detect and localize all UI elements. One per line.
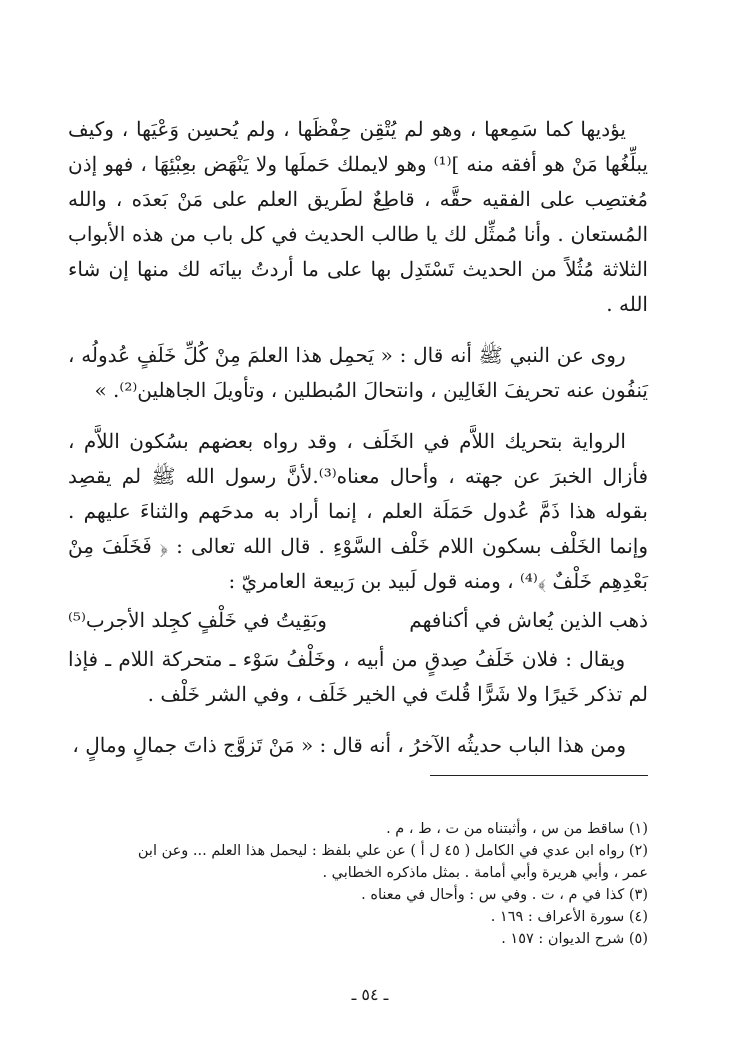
paragraph-gap xyxy=(68,322,648,338)
text-line: يؤديها كما سَمِعها ، وهو لم يُتْقِن حِفْظَها ، ولم يُحسِن وَعْيَها ، وكيف يبلِّغُها مَنْ xyxy=(68,117,648,176)
text-line: الرواية بتحريك اللاَّم في الخَلَف ، وقد رواه بعضهم بسُكون اللاَّم ، فأزال xyxy=(68,429,649,488)
footnotes xyxy=(58,818,648,950)
paragraph-3 xyxy=(68,424,648,599)
page-number: ـ ٥٤ ـ xyxy=(351,985,389,1004)
text-line: يَنفُون عنه تحريفَ الغَالِين ، وانتحالَ المُبطلين ، وتأويلَ الجاهلين⁽²⁾. » xyxy=(94,378,648,402)
text-line: الخبرَ عن جهته ، وأحال معناه⁽³⁾.لأنَّ رسول الله ﷺ لم يقصِد بقوله هذا ذَمَّ xyxy=(68,464,648,523)
text-line: قول لَبيد بن رَبيعة العامريّ : xyxy=(228,569,458,593)
text-line: هو أفقه منه ]⁽¹⁾ وهو لايملك حَملَها ولا يَنْهَض بعِبْئِهَا ، فهو إذن مُغتصِب على xyxy=(68,152,648,211)
verse-first-hemistich: ذهب الذين يُعاش في أكنافهم xyxy=(409,608,648,632)
paragraph-4 xyxy=(68,642,648,712)
text-line: تَسْتَدِل بها على ما أردتُ بيانَه لك منها إن شاء الله . xyxy=(68,257,648,316)
footnote-1: (١) ساقط من س ، وأثبتناه من ت ، ط ، م . xyxy=(386,821,648,837)
text-line: روى عن النبي ﷺ أنه قال : « يَحمِل هذا العلمَ مِنْ كُلِّ خَلَفٍ عُدولُه ، xyxy=(68,343,626,367)
footnote-5: (٥) شرح الديوان : ١٥٧ . xyxy=(501,931,648,947)
paragraph-gap xyxy=(68,408,648,424)
footnote-3: (٣) كذا في م ، ت . وفي س : وأحال في معناه . xyxy=(361,887,648,903)
text-line: اللام خَلْف السَّوْءِ . قال الله تعالى : ﴿ فَخَلَفَ مِنْ بَعْدِهِم خَلْفٌ ﴾⁽⁴⁾ ، ومنه xyxy=(68,534,648,593)
footnote-4: (٤) سورة الأعراف : ١٦٩ . xyxy=(490,909,648,925)
main-text xyxy=(68,112,648,763)
verse-second-hemistich: وبَقِيتُ في خَلْفٍ كجِلد الأجرب⁽⁵⁾ xyxy=(68,608,327,632)
paragraph-1 xyxy=(68,112,648,322)
text-line: ومن هذا الباب حديثُه الآخرُ ، أنه قال : « مَنْ تَزوَّج ذاتَ جمالٍ ومالٍ ، xyxy=(72,733,626,757)
poetry-verse xyxy=(68,599,648,642)
footnote-2-continued: عمر ، وأبي هريرة وأبي أمامة . بمثل ماذكره الخطابي . xyxy=(322,865,648,881)
paragraph-5 xyxy=(68,728,648,763)
paragraph-2 xyxy=(68,338,648,408)
paragraph-gap xyxy=(68,712,648,728)
text-line: عُدول حَمَلَة العلم ، إنما أراد به مدحَهم والثناءَ عليهم . وإنما الخَلْف بسكون xyxy=(68,499,648,558)
text-line: لك يا طالب الحديث في كل باب من هذه الأبواب الثلاثة مُثُلاً من الحديث xyxy=(68,222,648,281)
text-line: لم تذكر خَيرًا ولا شَرًّا قُلتَ في الخير خَلَف ، وفي الشر خَلْف . xyxy=(147,682,648,706)
footnote-2: (٢) رواه ابن عدي في الكامل ( ٤٥ ل أ ) عن علي بلفظ : ليحمل هذا العلم ... وعن ابن xyxy=(137,843,648,859)
footnote-divider xyxy=(430,775,648,776)
text-line: الفقيه حقَّه ، قاطِعٌ لطَريق العلم على مَنْ بَعدَه ، والله المُستعان . وأنا مُمثِّل xyxy=(68,187,648,246)
text-line: ويقال : فلان خَلَفُ صِدقٍ من أبيه ، وخَلْفُ سَوْء ـ متحركة اللام ـ فإذا xyxy=(68,647,626,671)
